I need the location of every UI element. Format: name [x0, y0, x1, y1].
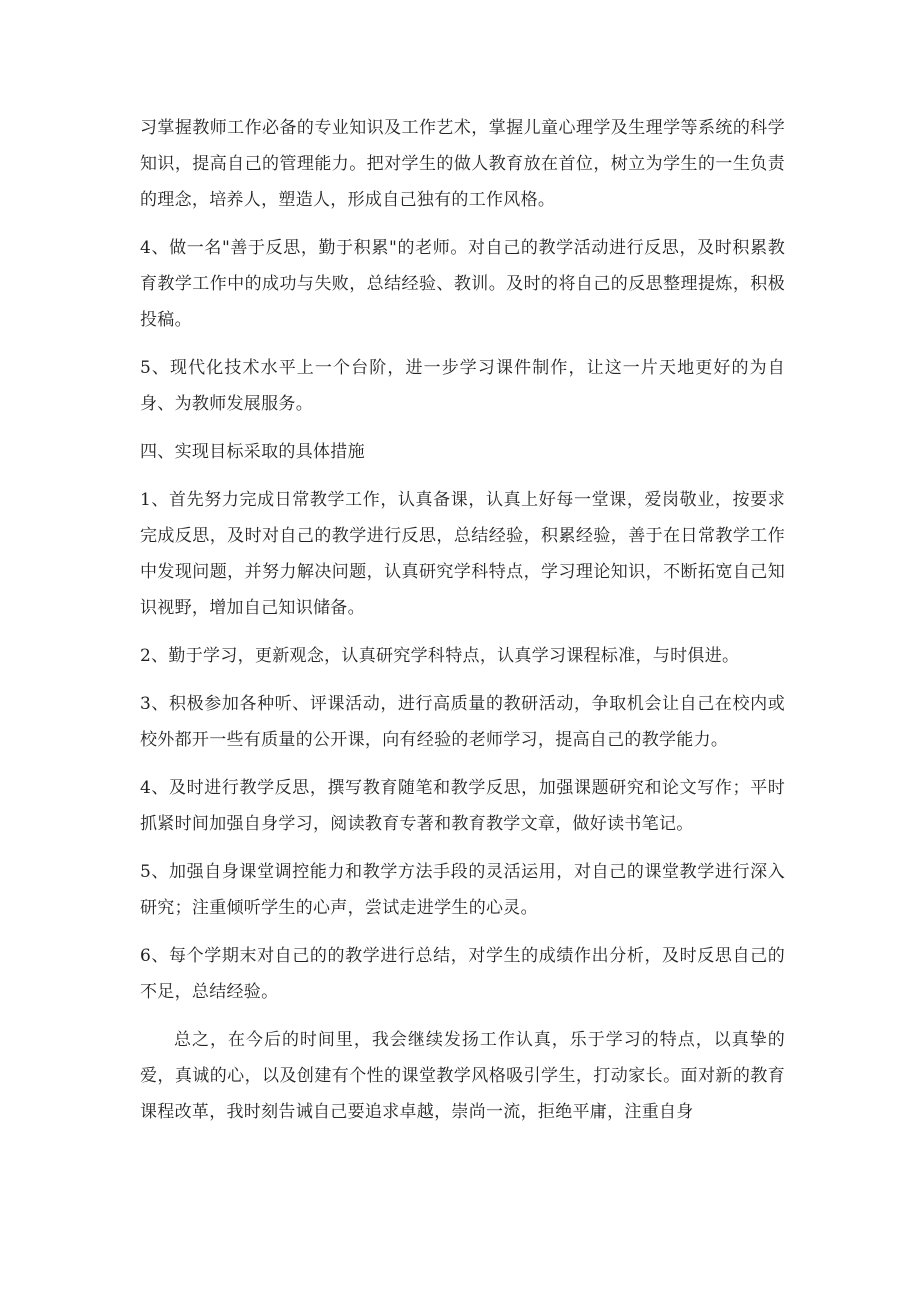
document-body: [140, 110, 785, 1142]
goal-item-5: 5、现代化技术水平上一个台阶，进一步学习课件制作，让这一片天地更好的为自身、为教师发展服务。: [140, 358, 785, 414]
section-heading-measures: 四、实现目标采取的具体措施: [140, 442, 365, 462]
measure-item-1: 1、首先努力完成日常教学工作，认真备课，认真上好每一堂课，爱岗敬业，按要求完成反思，及时对自己的教学进行反思，总结经验，积累经验，善于在日常教学工作中发现问题，并努力解决问题，认真研究学科特点，学习理论知识，不断拓宽自己知识视野，增加自己知识储备。: [140, 490, 785, 618]
measure-item-3: 3、积极参加各种听、评课活动，进行高质量的教研活动，争取机会让自己在校内或校外都开一些有质量的公开课，向有经验的老师学习，提高自己的教学能力。: [140, 694, 785, 750]
measure-item-5: 5、加强自身课堂调控能力和教学方法手段的灵活运用，对自己的课堂教学进行深入研究；注重倾听学生的心声，尝试走进学生的心灵。: [140, 862, 785, 918]
goal-item-4: 4、做一名"善于反思，勤于积累"的老师。对自己的教学活动进行反思，及时积累教育教学工作中的成功与失败，总结经验、教训。及时的将自己的反思整理提炼，积极投稿。: [140, 238, 785, 330]
measure-item-6: 6、每个学期末对自己的的教学进行总结，对学生的成绩作出分析，及时反思自己的不足，总结经验。: [140, 946, 785, 1002]
measure-item-4: 4、及时进行教学反思，撰写教育随笔和教学反思，加强课题研究和论文写作；平时抓紧时间加强自身学习，阅读教育专著和教育教学文章，做好读书笔记。: [140, 778, 785, 834]
conclusion-paragraph: 总之，在今后的时间里，我会继续发扬工作认真，乐于学习的特点，以真挚的爱，真诚的心，以及创建有个性的课堂教学风格吸引学生，打动家长。面对新的教育课程改革，我时刻告诫自己要追求卓越，崇尚一流，拒绝平庸，注重自身: [140, 1030, 785, 1122]
paragraph-continuation: 习掌握教师工作必备的专业知识及工作艺术，掌握儿童心理学及生理学等系统的科学知识，提高自己的管理能力。把对学生的做人教育放在首位，树立为学生的一生负责的理念，培养人，塑造人，形成自己独有的工作风格。: [140, 118, 785, 210]
measure-item-2: 2、勤于学习，更新观念，认真研究学科特点，认真学习课程标准，与时俱进。: [140, 646, 740, 666]
